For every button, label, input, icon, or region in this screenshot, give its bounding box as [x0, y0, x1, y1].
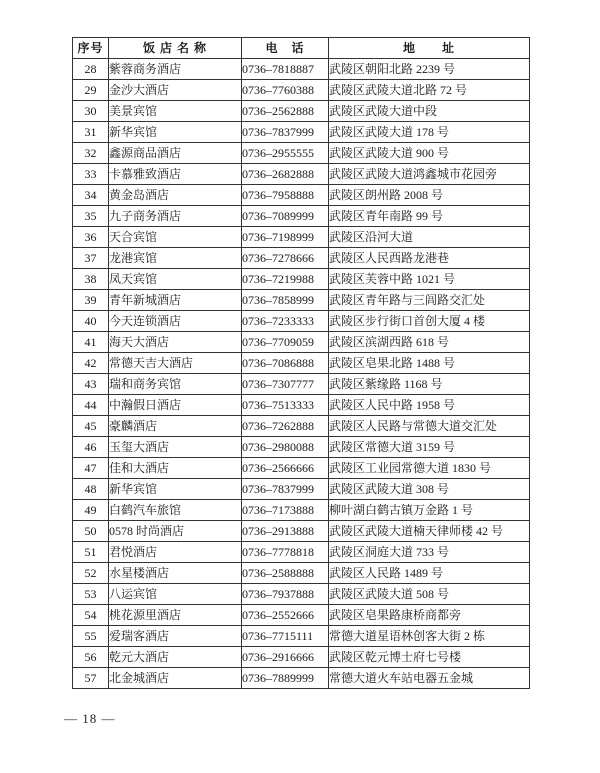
table-row — [73, 227, 530, 248]
table-row — [73, 122, 530, 143]
hotel-phone: 0736–7233333 — [242, 311, 329, 332]
table-row — [73, 500, 530, 521]
hotel-name: 八运宾馆 — [109, 584, 242, 605]
hotel-name: 凤天宾馆 — [109, 269, 242, 290]
row-number: 56 — [73, 647, 109, 668]
hotel-name: 天合宾馆 — [109, 227, 242, 248]
row-number: 35 — [73, 206, 109, 227]
hotel-phone: 0736–7837999 — [242, 479, 329, 500]
row-number: 38 — [73, 269, 109, 290]
row-number: 49 — [73, 500, 109, 521]
hotel-address: 武陵区芙蓉中路 1021 号 — [329, 269, 530, 290]
hotel-phone: 0736–2588888 — [242, 563, 329, 584]
table-row — [73, 164, 530, 185]
hotel-address: 武陵区武陵大道 308 号 — [329, 479, 530, 500]
hotel-address: 武陵区武陵大道 900 号 — [329, 143, 530, 164]
table-row — [73, 248, 530, 269]
row-number: 54 — [73, 605, 109, 626]
row-number: 55 — [73, 626, 109, 647]
row-number: 45 — [73, 416, 109, 437]
hotel-address: 武陵区步行街口首创大厦 4 楼 — [329, 311, 530, 332]
row-number: 37 — [73, 248, 109, 269]
hotel-address: 武陵区武陵大道中段 — [329, 101, 530, 122]
row-number: 33 — [73, 164, 109, 185]
hotel-phone: 0736–7089999 — [242, 206, 329, 227]
hotel-address: 武陵区洞庭大道 733 号 — [329, 542, 530, 563]
table-row — [73, 59, 530, 80]
row-number: 31 — [73, 122, 109, 143]
table-row — [73, 542, 530, 563]
hotel-phone: 0736–7837999 — [242, 122, 329, 143]
row-number: 44 — [73, 395, 109, 416]
hotel-phone: 0736–7173888 — [242, 500, 329, 521]
hotel-table — [72, 37, 530, 689]
hotel-address: 武陵区皂果路康桥商都旁 — [329, 605, 530, 626]
hotel-address: 武陵区人民西路龙港巷 — [329, 248, 530, 269]
row-number: 48 — [73, 479, 109, 500]
row-number: 51 — [73, 542, 109, 563]
hotel-name: 卡慕雅致酒店 — [109, 164, 242, 185]
hotel-phone: 0736–7198999 — [242, 227, 329, 248]
table-row — [73, 395, 530, 416]
hotel-name: 北金城酒店 — [109, 668, 242, 689]
table-row — [73, 563, 530, 584]
hotel-address: 武陵区武陵大道鸿鑫城市花园旁 — [329, 164, 530, 185]
hotel-phone: 0736–7958888 — [242, 185, 329, 206]
hotel-phone: 0736–7858999 — [242, 290, 329, 311]
hotel-phone: 0736–7889999 — [242, 668, 329, 689]
hotel-address: 武陵区青年南路 99 号 — [329, 206, 530, 227]
hotel-address: 武陵区朝阳北路 2239 号 — [329, 59, 530, 80]
page-number: — 18 — — [64, 711, 116, 726]
hotel-address: 常德大道星语林创客大街 2 栋 — [329, 626, 530, 647]
hotel-name: 乾元大酒店 — [109, 647, 242, 668]
row-number: 57 — [73, 668, 109, 689]
table-row — [73, 353, 530, 374]
hotel-phone: 0736–2682888 — [242, 164, 329, 185]
row-number: 42 — [73, 353, 109, 374]
hotel-address: 武陵区乾元博士府七号楼 — [329, 647, 530, 668]
hotel-name: 瑞和商务宾馆 — [109, 374, 242, 395]
hotel-address: 武陵区皂果北路 1488 号 — [329, 353, 530, 374]
hotel-address: 武陵区紫缘路 1168 号 — [329, 374, 530, 395]
hotel-name: 九子商务酒店 — [109, 206, 242, 227]
table-row — [73, 290, 530, 311]
table-row — [73, 647, 530, 668]
hotel-name: 龙港宾馆 — [109, 248, 242, 269]
table-body — [73, 59, 530, 689]
hotel-name: 海天大酒店 — [109, 332, 242, 353]
hotel-phone: 0736–7262888 — [242, 416, 329, 437]
table-row — [73, 311, 530, 332]
hotel-name: 紫蓉商务酒店 — [109, 59, 242, 80]
table-row — [73, 668, 530, 689]
table-row — [73, 374, 530, 395]
hotel-name: 黄金岛酒店 — [109, 185, 242, 206]
row-number: 46 — [73, 437, 109, 458]
hotel-address: 武陵区武陵大道楠天律师楼 42 号 — [329, 521, 530, 542]
hotel-name: 今天连锁酒店 — [109, 311, 242, 332]
header-address: 地 址 — [329, 38, 530, 59]
row-number: 50 — [73, 521, 109, 542]
row-number: 36 — [73, 227, 109, 248]
hotel-name: 白鹤汽车旅馆 — [109, 500, 242, 521]
hotel-phone: 0736–7778818 — [242, 542, 329, 563]
table-row — [73, 206, 530, 227]
table-row — [73, 101, 530, 122]
hotel-name: 美景宾馆 — [109, 101, 242, 122]
hotel-phone: 0736–7709059 — [242, 332, 329, 353]
hotel-name: 鑫源商品酒店 — [109, 143, 242, 164]
table-row — [73, 269, 530, 290]
hotel-address: 武陵区朗州路 2008 号 — [329, 185, 530, 206]
hotel-address: 武陵区常德大道 3159 号 — [329, 437, 530, 458]
hotel-address: 武陵区青年路与三闾路交汇处 — [329, 290, 530, 311]
hotel-phone: 0736–7513333 — [242, 395, 329, 416]
hotel-name: 新华宾馆 — [109, 479, 242, 500]
table-row — [73, 437, 530, 458]
row-number: 53 — [73, 584, 109, 605]
hotel-phone: 0736–7307777 — [242, 374, 329, 395]
hotel-phone: 0736–7278666 — [242, 248, 329, 269]
row-number: 34 — [73, 185, 109, 206]
row-number: 29 — [73, 80, 109, 101]
table-row — [73, 521, 530, 542]
hotel-phone: 0736–2913888 — [242, 521, 329, 542]
hotel-phone: 0736–2980088 — [242, 437, 329, 458]
hotel-address: 常德大道火车站电器五金城 — [329, 668, 530, 689]
hotel-phone: 0736–7818887 — [242, 59, 329, 80]
row-number: 52 — [73, 563, 109, 584]
row-number: 39 — [73, 290, 109, 311]
hotel-phone: 0736–2562888 — [242, 101, 329, 122]
row-number: 47 — [73, 458, 109, 479]
table-row — [73, 332, 530, 353]
hotel-name: 中瀚假日酒店 — [109, 395, 242, 416]
row-number: 40 — [73, 311, 109, 332]
hotel-address: 武陵区武陵大道 508 号 — [329, 584, 530, 605]
hotel-name: 0578 时尚酒店 — [109, 521, 242, 542]
table-row — [73, 185, 530, 206]
table-header — [73, 38, 530, 59]
row-number: 43 — [73, 374, 109, 395]
header-phone: 电 话 — [242, 38, 329, 59]
hotel-name: 爱瑞客酒店 — [109, 626, 242, 647]
row-number: 30 — [73, 101, 109, 122]
row-number: 28 — [73, 59, 109, 80]
hotel-address: 武陵区滨湖西路 618 号 — [329, 332, 530, 353]
hotel-phone: 0736–2566666 — [242, 458, 329, 479]
hotel-name: 桃花源里酒店 — [109, 605, 242, 626]
hotel-name: 常德天吉大酒店 — [109, 353, 242, 374]
table-row — [73, 479, 530, 500]
hotel-address: 武陵区人民路 1489 号 — [329, 563, 530, 584]
table-row — [73, 80, 530, 101]
table-row — [73, 584, 530, 605]
hotel-name: 玉玺大酒店 — [109, 437, 242, 458]
hotel-phone: 0736–7760388 — [242, 80, 329, 101]
hotel-address: 武陵区人民路与常德大道交汇处 — [329, 416, 530, 437]
hotel-address: 武陵区武陵大道 178 号 — [329, 122, 530, 143]
hotel-address: 柳叶湖白鹤古镇万金路 1 号 — [329, 500, 530, 521]
hotel-name: 青年新城酒店 — [109, 290, 242, 311]
hotel-phone: 0736–7937888 — [242, 584, 329, 605]
hotel-phone: 0736–7715111 — [242, 626, 329, 647]
hotel-address: 武陵区沿河大道 — [329, 227, 530, 248]
table-row — [73, 416, 530, 437]
hotel-address: 武陵区人民中路 1958 号 — [329, 395, 530, 416]
hotel-address: 武陵区武陵大道北路 72 号 — [329, 80, 530, 101]
hotel-name: 金沙大酒店 — [109, 80, 242, 101]
header-name: 饭 店 名 称 — [109, 38, 242, 59]
table-row — [73, 605, 530, 626]
hotel-address: 武陵区工业园常德大道 1830 号 — [329, 458, 530, 479]
row-number: 32 — [73, 143, 109, 164]
hotel-phone: 0736–7219988 — [242, 269, 329, 290]
hotel-name: 豪麟酒店 — [109, 416, 242, 437]
header-no: 序号 — [73, 38, 109, 59]
hotel-phone: 0736–2955555 — [242, 143, 329, 164]
hotel-name: 新华宾馆 — [109, 122, 242, 143]
hotel-name: 水星楼酒店 — [109, 563, 242, 584]
hotel-phone: 0736–2552666 — [242, 605, 329, 626]
hotel-name: 君悦酒店 — [109, 542, 242, 563]
header-row — [73, 38, 530, 59]
hotel-name: 佳和大酒店 — [109, 458, 242, 479]
table-row — [73, 626, 530, 647]
hotel-phone: 0736–2916666 — [242, 647, 329, 668]
table-row — [73, 143, 530, 164]
table-row — [73, 458, 530, 479]
hotel-phone: 0736–7086888 — [242, 353, 329, 374]
row-number: 41 — [73, 332, 109, 353]
